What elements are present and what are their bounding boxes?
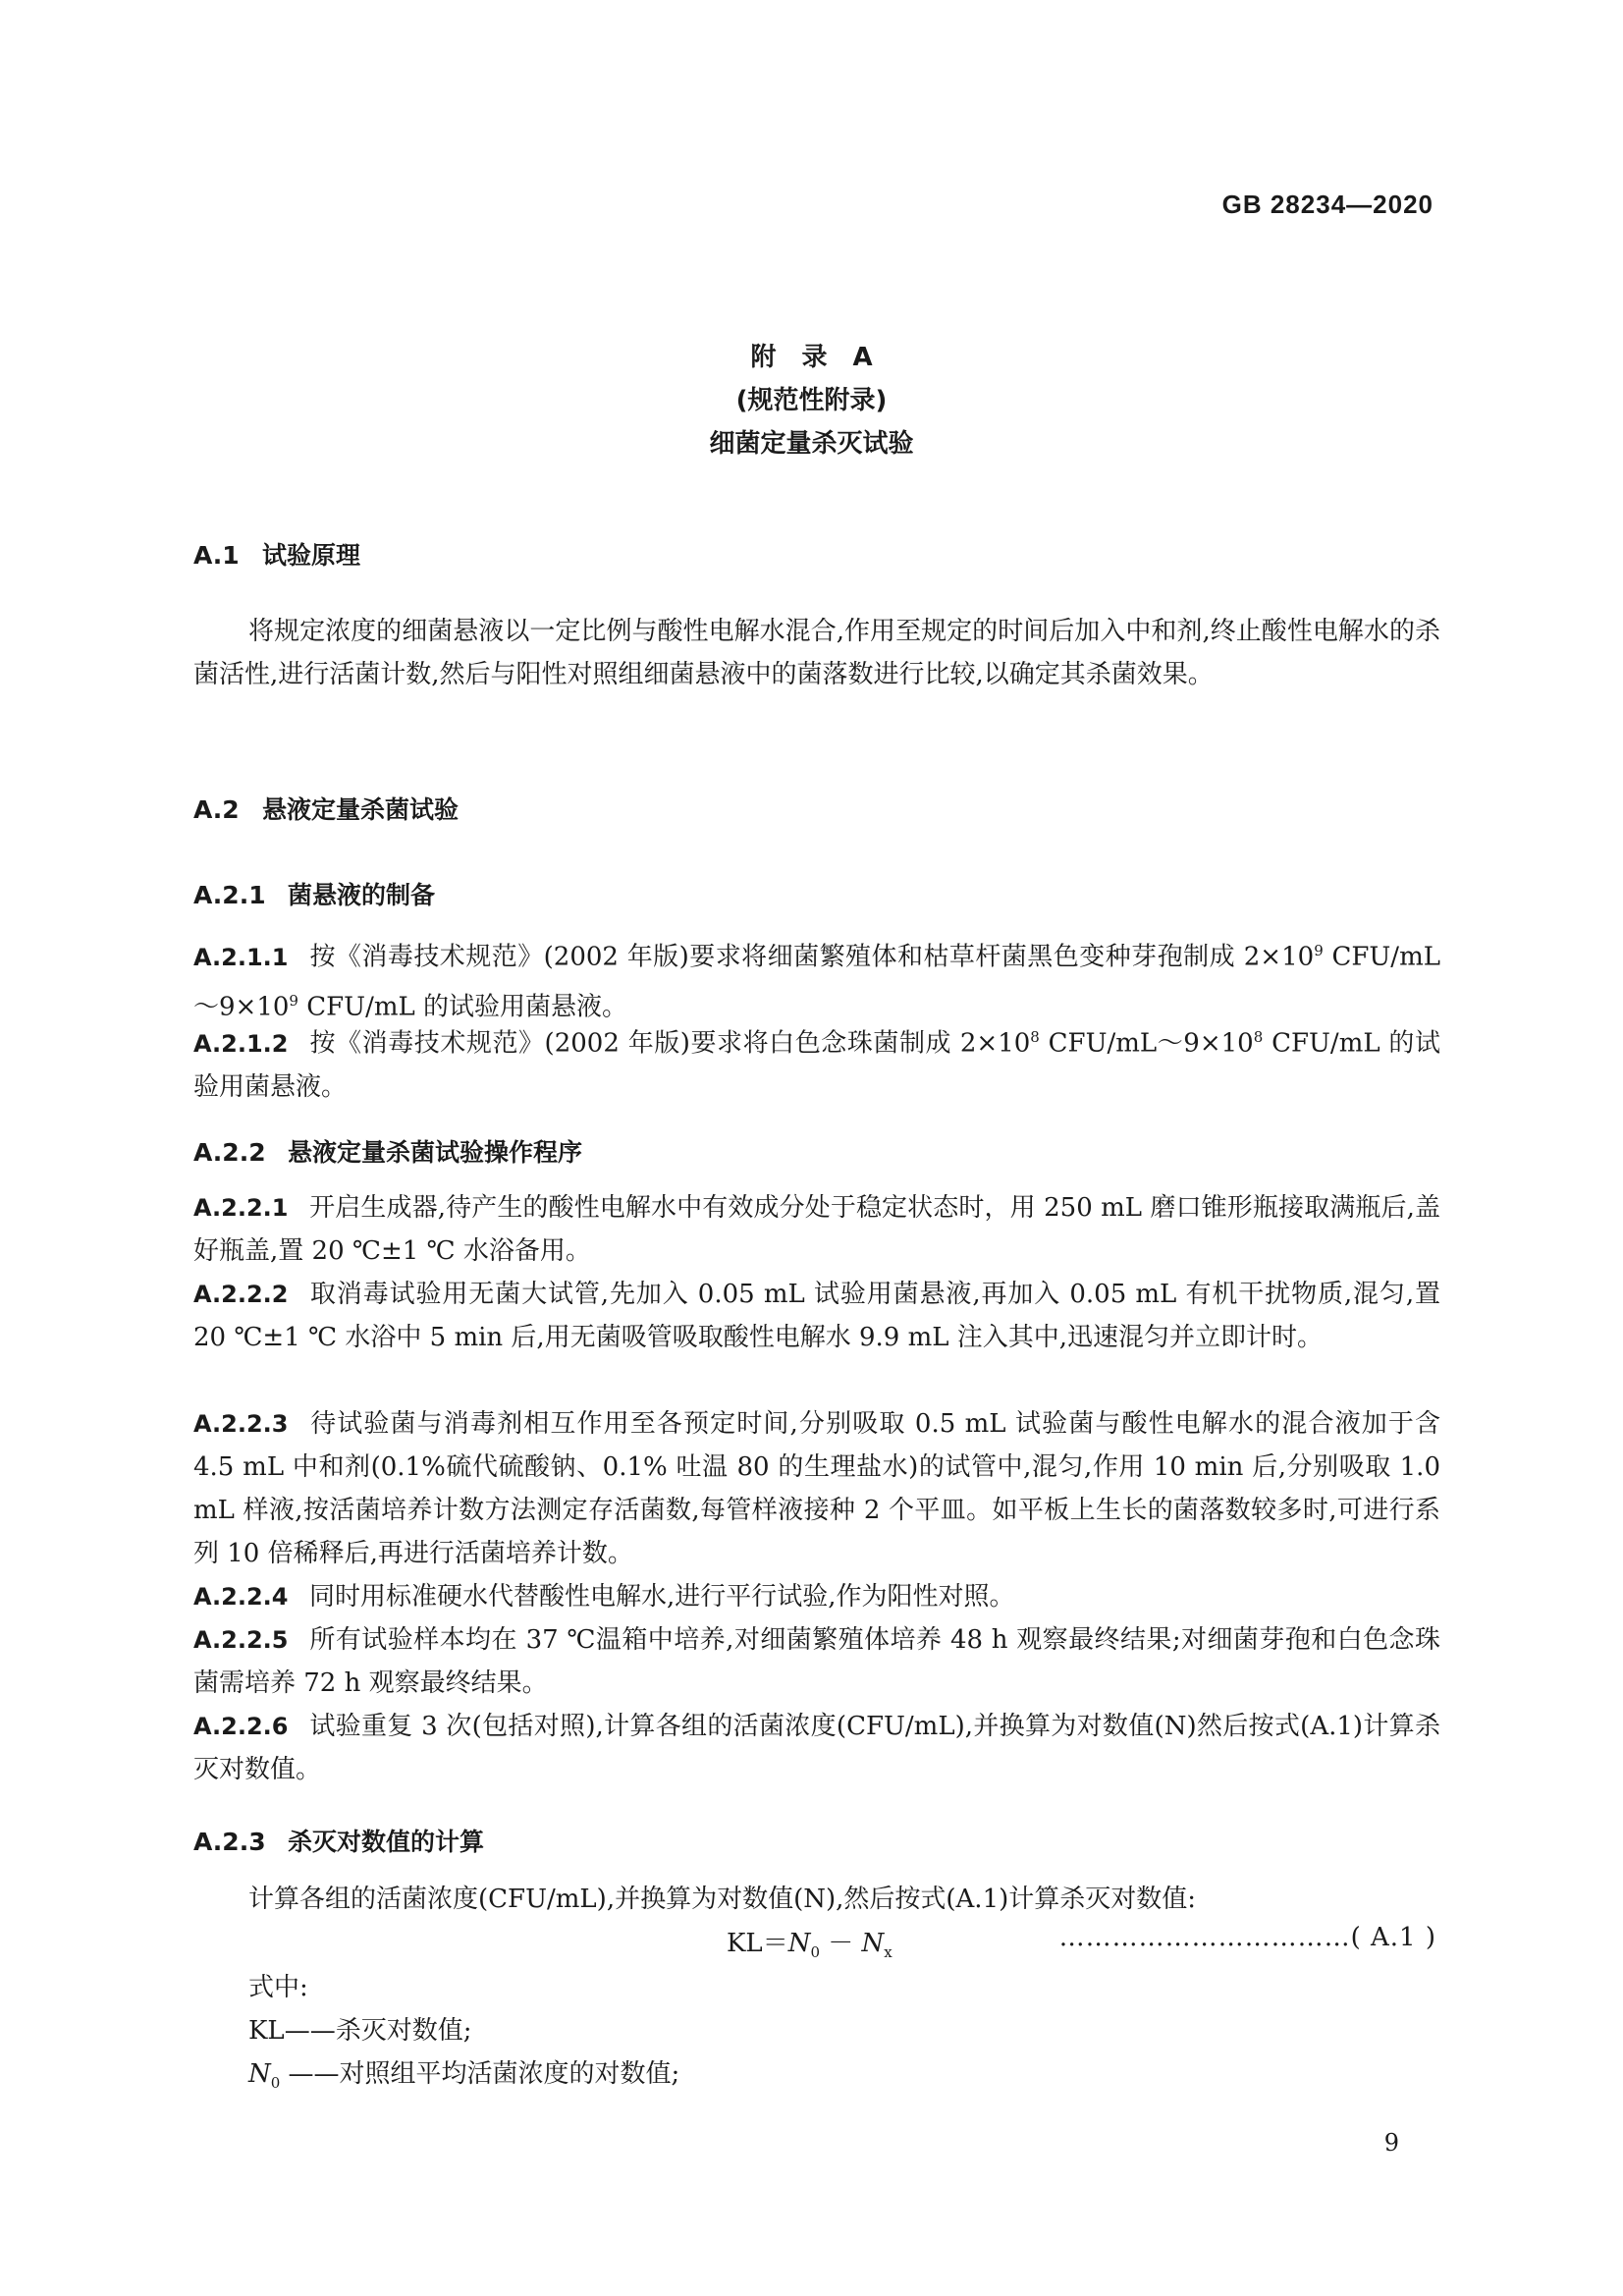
clause-a222 (193, 1273, 1440, 1359)
heading-number: A.2 (193, 795, 240, 824)
heading-number: A.2.2 (193, 1138, 266, 1167)
formula-nx: N (861, 1929, 885, 1958)
clause-a211 (193, 929, 1440, 1028)
clause-text: 按《消毒技术规范》(2002 年版)要求将细菌繁殖体和枯草杆菌黑色变种芽孢制成 2×10 (309, 942, 1315, 972)
heading-number: A.2.3 (193, 1828, 266, 1856)
heading-text: 悬液定量杀菌试验 (262, 795, 460, 824)
clause-text: CFU/mL～9×10 (1039, 1028, 1254, 1059)
heading-number: A.1 (193, 541, 240, 570)
heading-text: 试验原理 (262, 541, 361, 570)
heading-text: 悬液定量杀菌试验操作程序 (288, 1138, 583, 1167)
clause-text: 试验重复 3 次(包括对照),计算各组的活菌浓度(CFU/mL),并换算为对数值(N)然后按式(A.1)计算杀灭对数值。 (193, 1712, 1440, 1784)
clause-text: CFU/mL～9×10 (193, 942, 1440, 1022)
clause-id: A.2.1.2 (193, 1029, 289, 1058)
clause-text: 开启生成器,待产生的酸性电解水中有效成分处于稳定状态时，用 250 mL 磨口锥形瓶接取满瓶后,盖好瓶盖,置 20 ℃±1 ℃ 水浴备用。 (193, 1193, 1440, 1266)
clause-text: 按《消毒技术规范》(2002 年版)要求将白色念珠菌制成 2×10 (309, 1028, 1031, 1059)
clause-id: A.2.2.2 (193, 1281, 289, 1308)
definition-text: ——对照组平均活菌浓度的对数值; (280, 2059, 680, 2089)
clause-id: A.2.2.3 (193, 1410, 289, 1438)
formula-n0-sub: 0 (810, 1943, 820, 1962)
paragraph-a1: 将规定浓度的细菌悬液以一定比例与酸性电解水混合,作用至规定的时间后加入中和剂,终止酸性电解水的杀菌活性,进行活菌计数,然后与阳性对照组细菌悬液中的菌落数进行比较,以确定其杀菌效果。 (193, 617, 1440, 689)
heading-number: A.2.1 (193, 881, 266, 909)
heading-a23 (193, 1823, 484, 1858)
annex-label: 附 录 A (750, 343, 873, 372)
heading-a1 (193, 536, 360, 572)
definition-symbol: N (248, 2059, 271, 2089)
clause-a226 (193, 1705, 1440, 1791)
heading-a22 (193, 1133, 582, 1169)
clause-a223 (193, 1402, 1440, 1575)
formula-nx-sub: x (884, 1943, 893, 1962)
definition-symbol: KL (248, 2016, 285, 2046)
formula-kl (727, 1923, 893, 1961)
definition-text: ——杀灭对数值; (284, 2016, 472, 2046)
exponent: 8 (1030, 1028, 1040, 1046)
heading-text: 菌悬液的制备 (288, 881, 436, 909)
heading-a21 (193, 876, 435, 911)
heading-a2 (193, 791, 459, 826)
clause-id: A.2.2.6 (193, 1713, 289, 1740)
clause-id: A.2.2.1 (193, 1194, 289, 1222)
clause-text: CFU/mL 的试验用菌悬液。 (298, 992, 628, 1022)
clause-text: CFU/mL 的试验用菌悬液。 (193, 1028, 1440, 1102)
clause-text: 同时用标准硬水代替酸性电解水,进行平行试验,作为阳性对照。 (309, 1582, 1015, 1612)
standard-number: GB 28234—2020 (1221, 190, 1434, 219)
clause-a212 (193, 1015, 1440, 1109)
clause-id: A.2.2.4 (193, 1583, 289, 1611)
formula-lhs: KL＝ (727, 1929, 788, 1958)
heading-text: 杀灭对数值的计算 (288, 1828, 485, 1856)
clause-text: 所有试验样本均在 37 ℃温箱中培养,对细菌繁殖体培养 48 h 观察最终结果;对细菌芽孢和白色念珠菌需培养 72 h 观察最终结果。 (193, 1625, 1440, 1698)
definition-symbol-sub: 0 (270, 2074, 281, 2093)
exponent: 9 (1314, 942, 1324, 959)
clause-a224 (193, 1575, 1440, 1618)
definition-kl (248, 2010, 471, 2047)
definition-n0 (248, 2053, 679, 2092)
clause-id: A.2.2.5 (193, 1626, 289, 1654)
exponent: 9 (289, 991, 298, 1010)
clause-text: 取消毒试验用无菌大试管,先加入 0.05 mL 试验用菌悬液,再加入 0.05 mL 有机干扰物质,混匀,置 20 ℃±1 ℃ 水浴中 5 min 后,用无菌吸管吸取酸性电解水 9.9 mL 注入其中,迅速混匀并立即计时。 (193, 1280, 1440, 1352)
exponent: 8 (1253, 1028, 1264, 1046)
paragraph-a23: 计算各组的活菌浓度(CFU/mL),并换算为对数值(N),然后按式(A.1)计算杀灭对数值: (248, 1885, 1197, 1914)
where-label: 式中: (248, 1973, 308, 2002)
clause-a225 (193, 1618, 1440, 1705)
clause-text: 待试验菌与消毒剂相互作用至各预定时间,分别吸取 0.5 mL 试验菌与酸性电解水的混合液加于含 4.5 mL 中和剂(0.1%硫代硫酸钠、0.1% 吐温 80 的生理盐水)的试管中,混匀,作用 10 min 后,分别吸取 1.0 mL 样液,按活菌培养计数方法测定存活菌数,每管样液接种 2 个平皿。如平板上生长的菌落数较多时,可进行系列 10 倍稀释后,再进行活菌培养计数。 (193, 1409, 1440, 1568)
formula-minus: － (820, 1929, 862, 1958)
clause-id: A.2.1.1 (193, 943, 289, 971)
annex-type: (规范性附录) (735, 386, 888, 415)
clause-a221 (193, 1186, 1440, 1273)
formula-reference: ……………………………( A.1 ) (1058, 1923, 1436, 1952)
formula-n0: N (787, 1929, 811, 1958)
page-number: 9 (1383, 2129, 1399, 2157)
annex-title: 细菌定量杀灭试验 (709, 429, 914, 459)
